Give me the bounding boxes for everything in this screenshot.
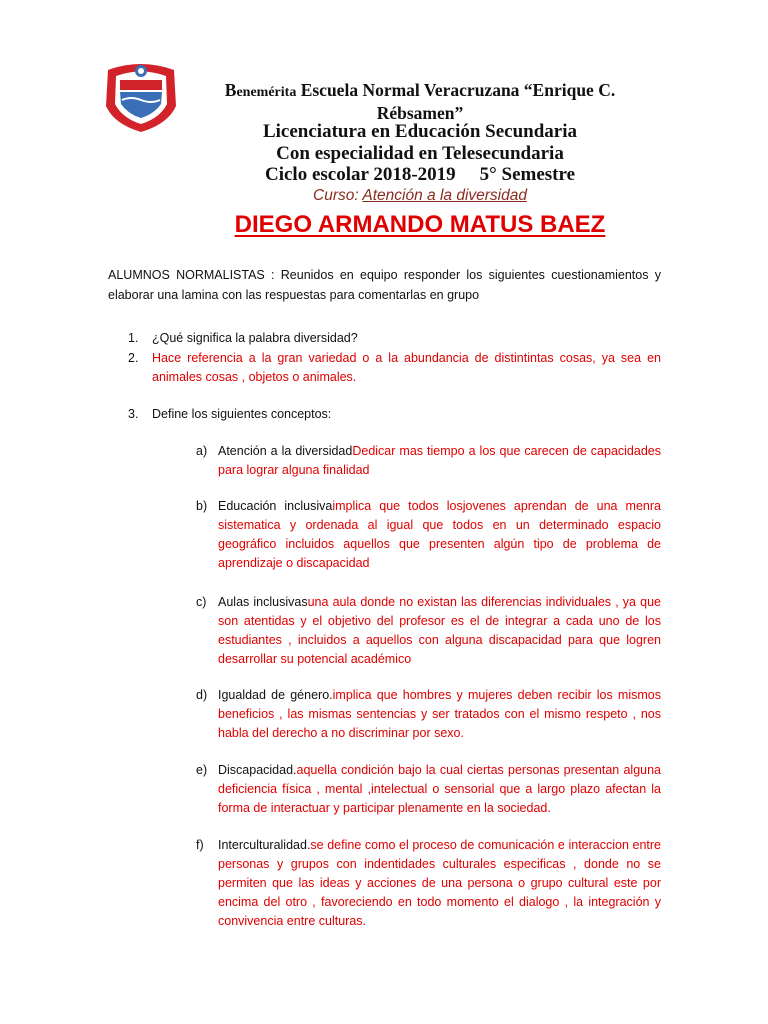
concept-term: Aulas inclusivas [218,595,308,609]
course-line: Curso: Atención a la diversidad [313,187,527,204]
question-item: 3. Define los siguientes conceptos: [128,407,332,421]
degree-title: Licenciatura en Educación Secundaria [262,121,578,142]
concept-definition: una aula donde no existan las diferencias individuales , ya que son atentidas y el objetivo del profesor es el de integrar a cada uno de los estudiantes , incluidos a aquellos con alguna discapacidad para que logren desarrollar su potencial académico [218,595,661,666]
school-cycle: Ciclo escolar 2018-2019 5° Semestre [264,164,576,185]
school-seal-logo [98,62,184,134]
concept-term: Igualdad de género. [218,688,333,702]
concept-item: f) Interculturalidad.se define como el proceso de comunicación e interaccion entre personas y grupos con indentidades culturales especificas , donde no se permiten que las ideas y acciones de una persona o grupo cultural este por encima del otro , favoreciendo en todo momento el dialogo , la integración y convivencia entre culturas. [196,838,661,928]
question-item: 1. ¿Qué significa la palabra diversidad? [128,331,358,345]
concept-item: d) Igualdad de género.implica que hombres y mujeres deben recibir los mismos beneficios , las mismas sentencias y ser tratados con el mismo respeto , nos habla del derecho a no discriminar por sexo. [196,688,661,740]
institution-name: Benemérita Escuela Normal Veracruzana “Enrique C. Rébsamen” [224,80,616,123]
student-name: DIEGO ARMANDO MATUS BAEZ [234,211,606,238]
concept-term: Discapacidad. [218,763,297,777]
concept-item: e) Discapacidad.aquella condición bajo la cual ciertas personas presentan alguna deficiencia física , mental ,intelectual o sensorial que a largo plazo afectan la forma de interactuar y participar plenamente en la sociedad. [196,763,661,815]
concept-term: Atención a la diversidad [218,444,353,458]
course-name: Atención a la diversidad [362,187,527,204]
concept-definition: implica que hombres y mujeres deben recibir los mismos beneficios , las mismas sentencias y ser tratados con el mismo respeto , nos habla del derecho a no discriminar por sexo. [218,688,661,740]
concept-definition: Dedicar mas tiempo a los que carecen de capacidades para lograr alguna finalidad [218,444,661,477]
concept-item: a) Atención a la diversidadDedicar mas tiempo a los que carecen de capacidades para lograr alguna finalidad [196,444,661,477]
concept-item: b) Educación inclusivaimplica que todos losjovenes aprendan de una menra sistematica y ordenada al igual que todos en un determinado espacio geográfico incluidos aquellos que presenten algún tipo de problema de aprendizaje o discapacidad [196,499,661,570]
concept-definition: se define como el proceso de comunicación e interaccion entre personas y grupos con indentidades culturales especificas , donde no se permiten que las ideas y acciones de una persona o grupo cultural este por encima del otro , favoreciendo en todo momento el dialogo , la integración y convivencia entre culturas. [218,838,661,928]
instructions-paragraph: ALUMNOS NORMALISTAS : Reunidos en equipo responder los siguientes cuestionamientos y elaborar una lamina con las respuestas para comentarlas en grupo [108,268,661,302]
concept-definition: implica que todos losjovenes aprendan de una menra sistematica y ordenada al igual que todos en un determinado espacio geográfico incluidos aquellos que presenten algún tipo de problema de aprendizaje o discapacidad [218,499,661,570]
specialty-title: Con especialidad en Telesecundaria [276,143,564,164]
concept-term: Educación inclusiva [218,499,333,513]
answer-item: 2. Hace referencia a la gran variedad o a la abundancia de distintintas cosas, ya sea en animales cosas , objetos o animales. [128,351,661,384]
concept-item: c) Aulas inclusivasuna aula donde no existan las diferencias individuales , ya que son atentidas y el objetivo del profesor es el de integrar a cada uno de los estudiantes , incluidos a aquellos con alguna discapacidad para que logren desarrollar su potencial académico [196,595,661,666]
concept-definition: aquella condición bajo la cual ciertas personas presentan alguna deficiencia física , mental ,intelectual o sensorial que a largo plazo afectan la forma de interactuar y participar plenamente en la sociedad. [218,763,661,815]
concept-term: Interculturalidad. [218,838,311,852]
